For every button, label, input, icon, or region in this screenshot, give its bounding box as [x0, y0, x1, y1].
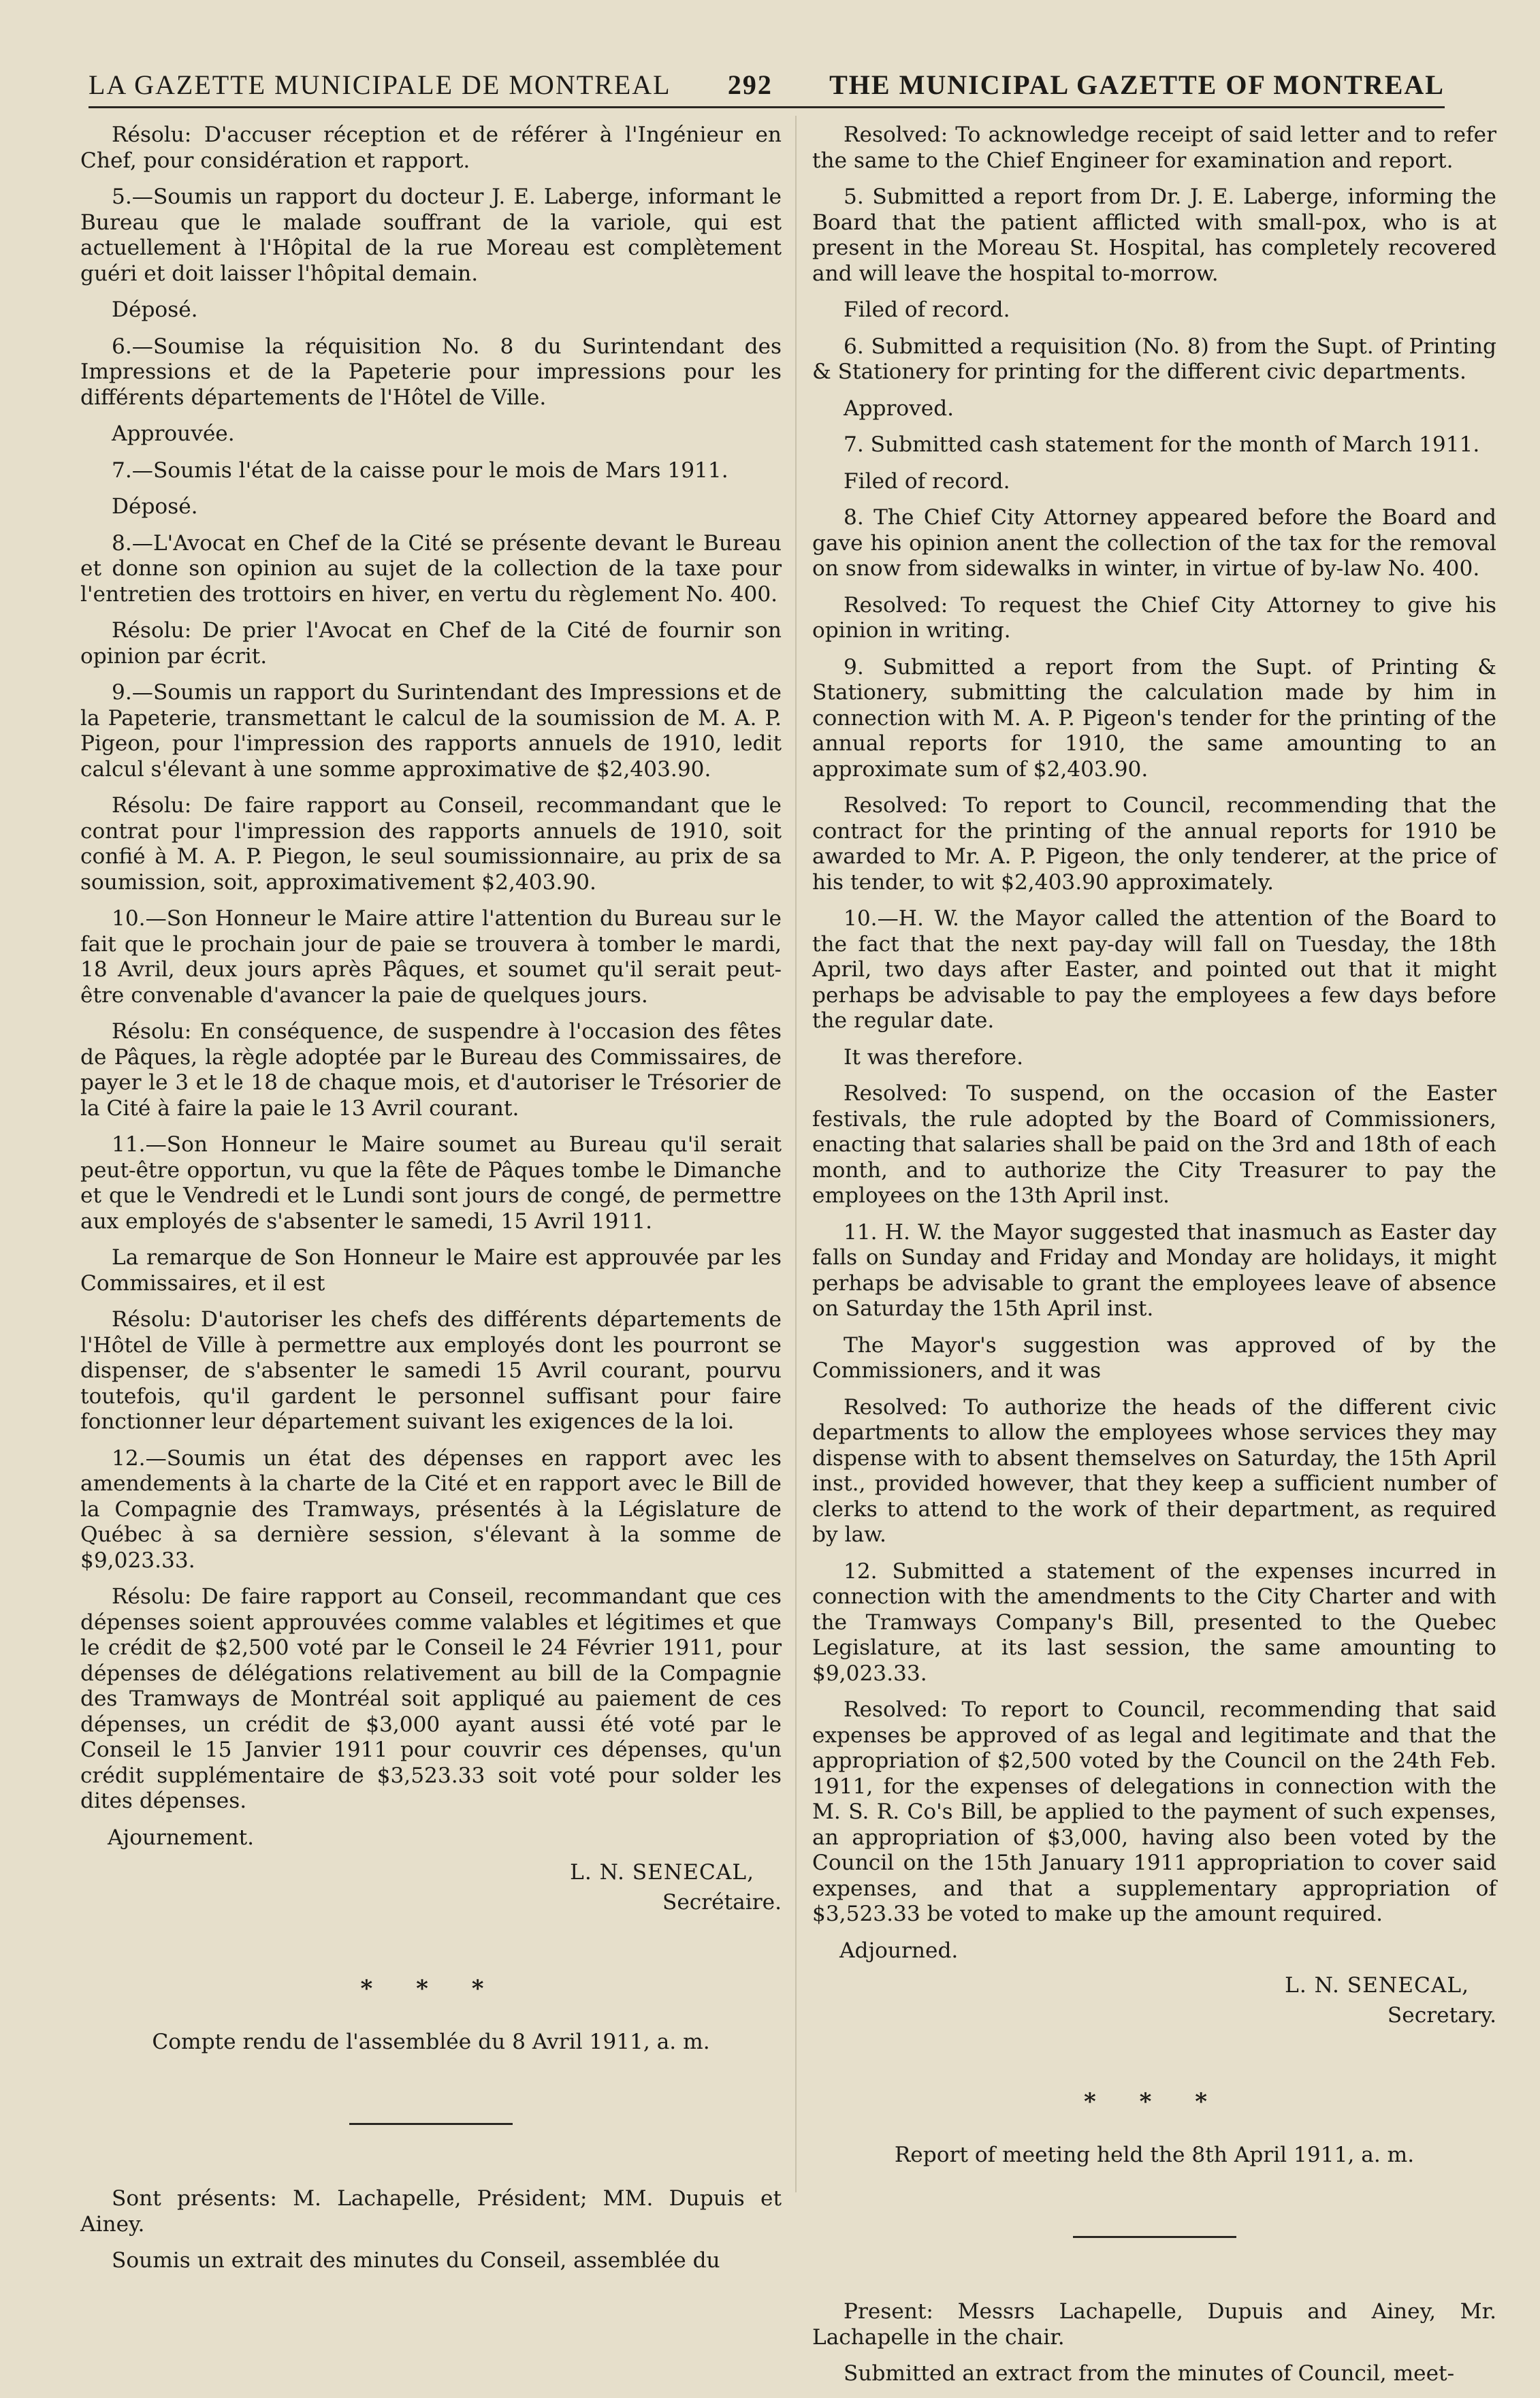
french-column — [80, 123, 782, 2285]
french-paragraph: Résolu: De faire rapport au Conseil, recommandant que le contrat pour l'impression des rapports annuels de 1910, soit confié à M. A. P. Piegon, le seul soumissionnaire, au prix de sa soumission, soit, approximativement $2,403.90. — [80, 793, 782, 895]
french-paragraph: 6.—Soumise la réquisition No. 8 du Surintendant des Impressions et de la Papeterie pour impressions pour les différents départements de l'Hôtel de Ville. — [80, 334, 782, 410]
english-column — [812, 123, 1496, 2398]
french-report-title: Compte rendu de l'assemblée du 8 Avril 1911, a. m. — [152, 2029, 710, 2054]
english-paragraph: 12. Submitted a statement of the expenses incurred in connection with the amendments to the City Charter and with the Tramways Company's Bill, presented to the Quebec Legislature, at its last session, the same amounting to $9,023.33. — [812, 1558, 1496, 1686]
french-paragraph: Résolu: D'autoriser les chefs des différents départements de l'Hôtel de Ville à permettre aux employés dont les pourront se dispenser, de s'absenter le samedi 15 Avril courant, pourvu toutefois, qu'il gardent le personnel suffisant pour faire fonctionner leur département suivant les exigences de la loi. — [80, 1307, 782, 1434]
english-paragraph: The Mayor's suggestion was approved of by the Commissioners, and it was — [812, 1332, 1496, 1383]
english-paragraph: Filed of record. — [844, 468, 1010, 494]
page-header — [89, 60, 1445, 108]
french-paragraph: Résolu: D'accuser réception et de référer à l'Ingénieur en Chef, pour considération et rapport. — [80, 123, 782, 173]
french-paragraph: La remarque de Son Honneur le Maire est approuvée par les Commissaires, et il est — [80, 1245, 782, 1296]
french-signature-title: Secrétaire. — [662, 1889, 782, 1915]
french-paragraph: 11.—Son Honneur le Maire soumet au Bureau qu'il serait peut-être opportun, vu que la fête de Pâques tombe le Dimanche et que le Vendredi et le Lundi sont jours de congé, de permettre aux employés de s'absenter le samedi, 15 Avril 1911. — [80, 1132, 782, 1234]
page-number: 292 — [727, 69, 773, 100]
french-paragraph: 10.—Son Honneur le Maire attire l'attention du Bureau sur le fait que le prochain jour de paie se trouvera à tomber le mardi, 18 Avril, deux jours après Pâques, et soumet qu'il serait peut-être convenable d'avancer la paie de quelques jours. — [80, 906, 782, 1008]
french-short-rule — [349, 2123, 513, 2125]
english-paragraph: 7. Submitted cash statement for the month of March 1911. — [844, 432, 1480, 457]
english-paragraph: 9. Submitted a report from the Supt. of Printing & Stationery, submitting the calculation made by him in connection with M. A. P. Pigeon's tender for the printing of the annual reports for 1910, the same amounting to an approximate sum of $2,403.90. — [812, 654, 1496, 782]
french-section-separator: * * * — [360, 1975, 502, 2002]
english-adjournment: Adjourned. — [839, 1938, 959, 1963]
english-paragraph: 5. Submitted a report from Dr. J. E. Laberge, informing the Board that the patient afflicted with small-pox, who is at present in the Moreau St. Hospital, has completely recovered and will leave the hospital to-morrow. — [812, 185, 1496, 286]
english-paragraph: Resolved: To report to Council, recommending that the contract for the printing of the annual reports for 1910 be awarded to Mr. A. P. Pigeon, the only tenderer, at the price of his tender, to wit $2,403.90 approximately. — [812, 793, 1496, 895]
french-signature-name: L. N. SENECAL, — [570, 1860, 754, 1885]
french-paragraph: 8.—L'Avocat en Chef de la Cité se présente devant le Bureau et donne son opinion au sujet de la collection de la taxe pour l'entretien des trottoirs en hiver, en vertu du règlement No. 400. — [80, 530, 782, 607]
english-paragraph: 10.—H. W. the Mayor called the attention of the Board to the fact that the next pay-day will fall on Tuesday, the 18th April, two days after Easter, and pointed out that it might perhaps be advisable to pay the employees a few days before the regular date. — [812, 906, 1496, 1033]
french-paragraph: 12.—Soumis un état des dépenses en rapport avec les amendements à la charte de la Cité et en rapport avec le Bill de la Compagnie des Tramways, présentés à la Législature de Québec à sa dernière session, s'élevant à la somme de $9,023.33. — [80, 1445, 782, 1573]
english-signature-title: Secretary. — [1387, 2002, 1496, 2028]
french-paragraph: Approuvée. — [112, 421, 235, 446]
english-paragraph: Resolved: To suspend, on the occasion of the Easter festivals, the rule adopted by the Board of Commissioners, enacting that salaries shall be paid on the 3rd and 18th of each month, and to authorize the City Treasurer to pay the employees on the 13th April inst. — [812, 1081, 1496, 1208]
english-present-line: Present: Messrs Lachapelle, Dupuis and Ainey, Mr. Lachapelle in the chair. — [812, 2299, 1496, 2350]
column-divider — [795, 116, 797, 2192]
english-paragraph: Approved. — [844, 396, 955, 421]
header-french-title: LA GAZETTE MUNICIPALE DE MONTREAL — [89, 69, 671, 100]
french-paragraph: Résolu: En conséquence, de suspendre à l'occasion des fêtes de Pâques, la règle adoptée par le Bureau des Commissaires, de payer le 3 et le 18 de chaque mois, et d'autoriser le Trésorier de la Cité à faire la paie le 13 Avril courant. — [80, 1019, 782, 1121]
french-paragraph: Déposé. — [112, 494, 198, 519]
english-paragraph: 8. The Chief City Attorney appeared before the Board and gave his opinion anent the collection of the tax for the removal on snow from sidewalks in winter, in virtue of by-law No. 400. — [812, 505, 1496, 581]
french-paragraph: 5.—Soumis un rapport du docteur J. E. Laberge, informant le Bureau que le malade souffrant de la variole, qui est actuellement à l'Hôpital de la rue Moreau est complètement guéri et doit laisser l'hôpital demain. — [80, 185, 782, 286]
english-section-separator: * * * — [1083, 2088, 1225, 2115]
english-paragraph: It was therefore. — [844, 1044, 1024, 1070]
english-paragraph: Resolved: To authorize the heads of the different civic departments to allow the employees whose services they may dispense with to absent themselves on Saturday, the 15th April inst., provided however, that they keep a sufficient number of clerks to attend to the work of their department, as required by law. — [812, 1394, 1496, 1547]
english-extract-line: Submitted an extract from the minutes of Council, meet- — [844, 2361, 1455, 2386]
french-paragraph: 7.—Soumis l'état de la caisse pour le mois de Mars 1911. — [112, 458, 728, 483]
english-paragraph: Resolved: To acknowledge receipt of said letter and to refer the same to the Chief Engineer for examination and report. — [812, 123, 1496, 173]
french-paragraph: Résolu: De faire rapport au Conseil, recommandant que ces dépenses soient approuvées comme valables et légitimes et que le crédit de $2,500 voté par le Conseil le 24 Février 1911, pour dépenses de délégations relativement au bill de la Compagnie des Tramways de Montréal soit appliqué au paiement de ces dépenses, un crédit de $3,000 ayant aussi été voté par le Conseil le 15 Janvier 1911 pour couvrir ces dépenses, qu'un crédit supplémentaire de $3,523.33 soit voté pour solder les dites dépenses. — [80, 1584, 782, 1813]
french-paragraph: 9.—Soumis un rapport du Surintendant des Impressions et de la Papeterie, transmettant le calcul de la soumission de M. A. P. Pigeon, pour l'impression des rapports annuels de 1910, ledit calcul s'élevant à une somme approximative de $2,403.90. — [80, 680, 782, 782]
french-present-line: Sont présents: M. Lachapelle, Président; MM. Dupuis et Ainey. — [80, 2186, 782, 2237]
english-report-title: Report of meeting held the 8th April 1911, a. m. — [894, 2142, 1415, 2167]
english-paragraph: 11. H. W. the Mayor suggested that inasmuch as Easter day falls on Sunday and Friday and Monday are holidays, it might perhaps be advisable to grant the employees leave of absence on Saturday the 15th April inst. — [812, 1219, 1496, 1321]
french-adjournment: Ajournement. — [108, 1825, 255, 1850]
english-short-rule — [1073, 2236, 1236, 2238]
french-extract-line: Soumis un extrait des minutes du Conseil, assemblée du — [112, 2248, 720, 2273]
french-paragraph: Déposé. — [112, 298, 198, 322]
english-paragraph: 6. Submitted a requisition (No. 8) from the Supt. of Printing & Stationery for printing for the different civic departments. — [812, 334, 1496, 384]
english-paragraph: Resolved: To report to Council, recommending that said expenses be approved of as legal and legitimate and that the appropriation of $2,500 voted by the Council on the 24th Feb. 1911, for the expenses of delegations in connection with the M. S. R. Co's Bill, be applied to the payment of such expenses, an appropriation of $3,000, having also been voted by the Council on the 15th January 1911 appropriation to cover said expenses, and that a supplementary appropriation of $3,523.33 be voted to make up the amount required. — [812, 1697, 1496, 1926]
english-paragraph: Filed of record. — [844, 298, 1010, 322]
english-paragraph: Resolved: To request the Chief City Attorney to give his opinion in writing. — [812, 592, 1496, 643]
header-english-title: THE MUNICIPAL GAZETTE OF MONTREAL — [829, 69, 1445, 100]
french-paragraph: Résolu: De prier l'Avocat en Chef de la Cité de fournir son opinion par écrit. — [80, 618, 782, 669]
english-signature-name: L. N. SENECAL, — [1285, 1973, 1469, 1998]
